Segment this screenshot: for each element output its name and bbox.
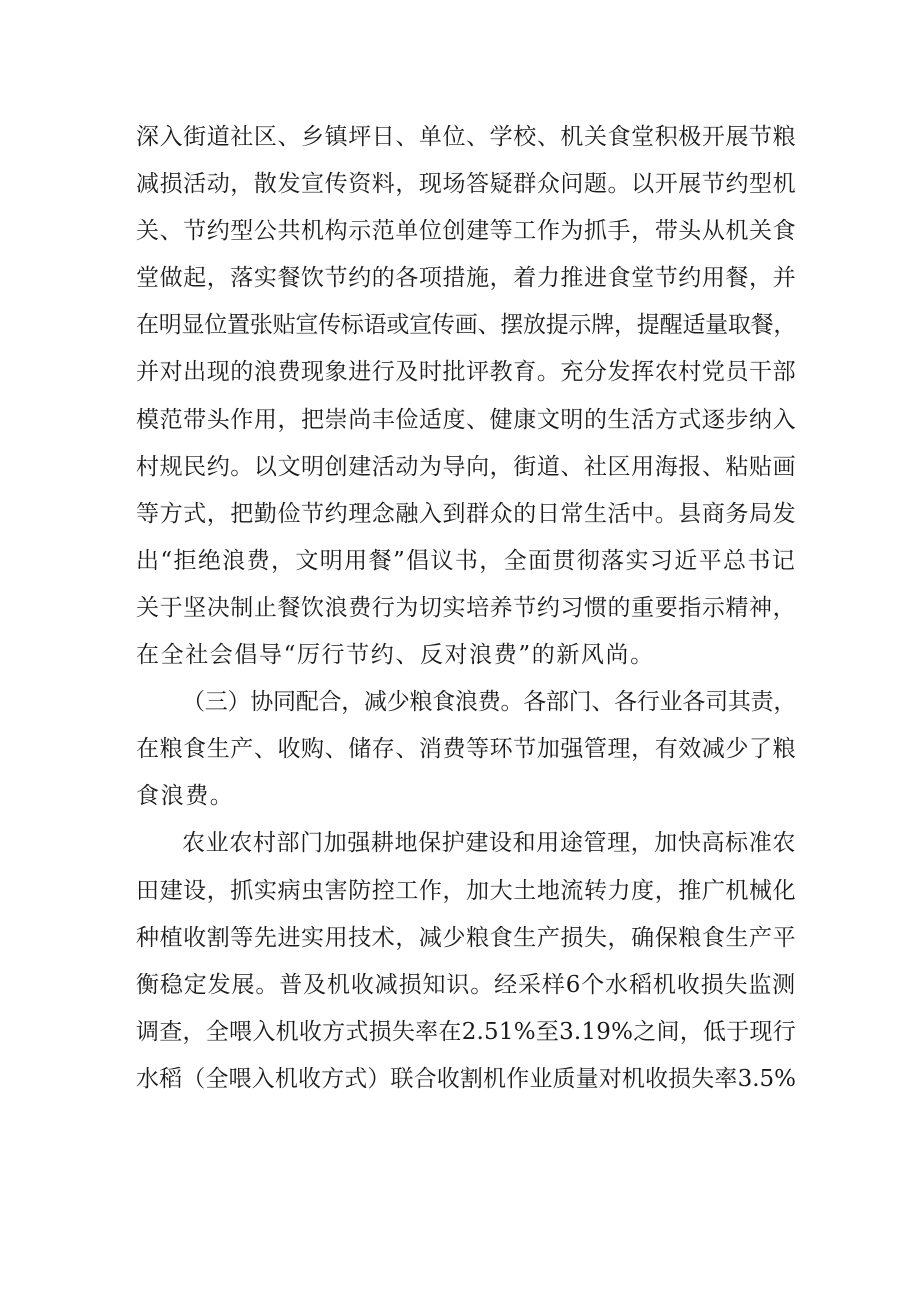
- text-line-11: 关于坚决制止餐饮浪费行为切实培养节约习惯的重要指示精神，: [136, 594, 796, 621]
- text-line-15: 食浪费。: [136, 783, 235, 810]
- text-line-21: 水稻（全喂入机收方式）联合收割机作业质量对机收损失率3.5%: [136, 1065, 796, 1092]
- text-line-20: 调查，全喂入机收方式损失率在2.51%至3.19%之间，低于现行: [136, 1018, 796, 1045]
- text-line-17: 田建设，抓实病虫害防控工作，加大土地流转力度，推广机械化: [136, 877, 796, 904]
- text-line-19: 衡稳定发展。普及机收减损知识。经采样6个水稻机收损失监测: [136, 971, 796, 998]
- text-line-10: 出“拒绝浪费，文明用餐”倡议书，全面贯彻落实习近平总书记: [136, 547, 796, 574]
- text-line-9: 等方式，把勤俭节约理念融入到群众的日常生活中。县商务局发: [136, 500, 796, 527]
- text-line-1: 深入街道社区、乡镇坪日、单位、学校、机关食堂积极开展节粮: [136, 124, 796, 150]
- text-line-2: 减损活动，散发宣传资料，现场答疑群众问题。以开展节约型机: [136, 171, 796, 198]
- text-line-18: 种植收割等先进实用技术，减少粮食生产损失，确保粮食生产平: [136, 924, 796, 951]
- text-line-5: 在明显位置张贴宣传标语或宣传画、摆放提示牌，提醒适量取餐，: [136, 312, 796, 339]
- body-text: [136, 114, 796, 1103]
- text-line-8: 村规民约。以文明创建活动为导向，街道、社区用海报、粘贴画: [136, 453, 796, 480]
- text-line-12: 在全社会倡导“厉行节约、反对浪费”的新风尚。: [136, 642, 655, 669]
- text-line-7: 模范带头作用，把崇尚丰俭适度、健康文明的生活方式逐步纳入: [136, 406, 796, 433]
- text-line-4: 堂做起，落实餐饮节约的各项措施，着力推进食堂节约用餐，并: [136, 265, 796, 292]
- text-line-6: 并对出现的浪费现象进行及时批评教育。充分发挥农村党员干部: [136, 359, 796, 386]
- text-line-14: 在粮食生产、收购、储存、消费等环节加强管理，有效减少了粮: [136, 736, 796, 763]
- text-line-16: 农业农村部门加强耕地保护建设和用途管理，加快高标准农: [182, 830, 796, 857]
- text-line-3: 关、节约型公共机构示范单位创建等工作为抓手，带头从机关食: [136, 218, 796, 245]
- text-line-13: （三）协同配合，减少粮食浪费。各部门、各行业各司其责，: [182, 689, 796, 716]
